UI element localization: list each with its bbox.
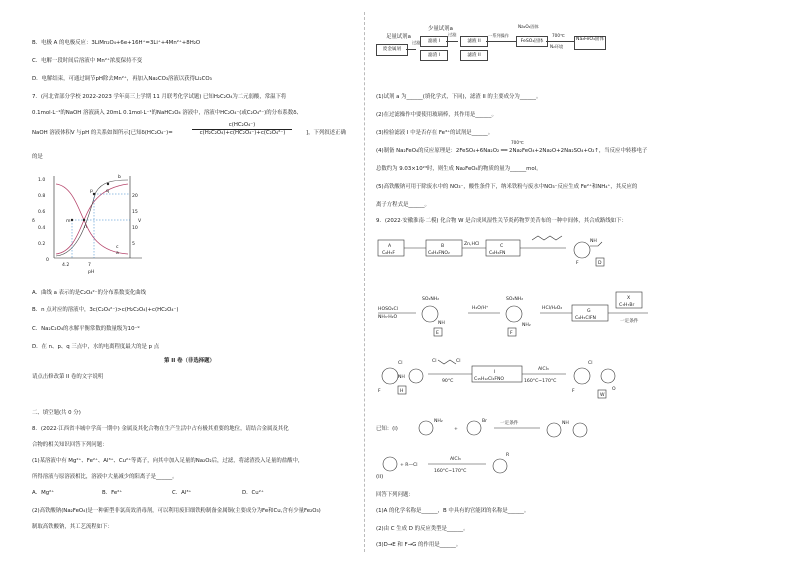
- ring-alkylbenzene: [493, 459, 507, 473]
- ring-h1: [382, 368, 398, 384]
- question-7-option-c: C．Na₂C₂O₄的水解平衡常数的数量级为10⁻⁹: [32, 326, 140, 332]
- point-n: [83, 219, 85, 221]
- q8-sub4: (4)制备 Na₂FeO₄的反应原理是：2FeSO₄+6Na₂O₂ ══ 2Na₂FeO₄+2Na₂O+2Na₂SO₄+O₂↑，当反应中转移电子: [376, 148, 648, 154]
- q8-sub4-700: 700℃: [511, 140, 524, 145]
- flow-arrow-4: [546, 41, 574, 42]
- label-p: p: [90, 189, 93, 194]
- reagent-h2o: H₂O/H⁺: [472, 306, 489, 311]
- acyl-chloride: [438, 360, 456, 364]
- label-d: D: [598, 261, 602, 266]
- q8-sub2: (2)在过滤操作中要使用玻璃棒，其作用是______。: [376, 112, 497, 118]
- flow-n2: N₂环境: [550, 44, 564, 49]
- point-q: [107, 183, 109, 185]
- ytick-0.2: 0.2: [38, 242, 46, 247]
- q9-sub3: (3)D→E 和 F→G 的作用是______。: [376, 542, 462, 548]
- ring-product-2: [573, 423, 587, 437]
- q8-sub4b: 总数约为 9.03×10²³时，则生成 Na₂FeO₄的物质的量为______mol。: [376, 166, 542, 172]
- nh-d: NH: [590, 239, 597, 244]
- flow-box-product: Na₂FeO₄固体: [574, 36, 606, 50]
- anhydride-structure: [532, 236, 562, 240]
- f-d: F: [576, 261, 579, 266]
- so2nh2-e: SO₂NH₂: [422, 297, 440, 302]
- xtick-4.2: 4.2: [62, 263, 70, 268]
- formula-c: C₆H₆FN: [489, 251, 506, 256]
- label-b: b: [118, 175, 121, 180]
- plus-rcl: + R—Cl: [400, 463, 418, 468]
- choice-c: C．Al³⁺: [172, 490, 192, 496]
- xtick-7: 7: [88, 263, 91, 268]
- label-a: a: [116, 251, 119, 256]
- formula-i: C₁₅H₁₂Cl₂FNO: [474, 377, 505, 382]
- label-b: B: [441, 244, 445, 249]
- reagent-nh3: NH₃·H₂O: [378, 315, 398, 320]
- o-w: O: [612, 387, 616, 392]
- question-7-line4: 的是: [32, 154, 43, 160]
- right-tick-20: 20: [132, 194, 138, 199]
- r-group: R: [506, 453, 510, 458]
- section-2-title: 第 II 卷（非选择题）: [164, 358, 215, 364]
- q8-sub5: (5)高铁酸钠可用于除废水中的 NO₃⁻，酸性条件下，纳米铁粉与废水中NO₃⁻反应生成 Fe²⁺和NH₄⁺，其反应的: [376, 184, 638, 190]
- fraction-numerator: c(HC₂O₄⁻): [192, 122, 292, 130]
- label-a: A: [388, 244, 392, 249]
- formula-a: C₆H₅F: [382, 251, 395, 256]
- ring-w1: [574, 368, 590, 384]
- flow-box-scrap: 废金属屑: [376, 44, 408, 56]
- choice-a: A．Mg²⁺: [32, 490, 55, 496]
- plus-1: +: [454, 427, 458, 432]
- formula-g: C₆H₅ClFN: [575, 316, 596, 321]
- f-h: F: [378, 389, 381, 394]
- q8-sub5b: 离子方程式是______。: [376, 202, 430, 208]
- condition-160: 160°C~170°C: [524, 379, 557, 384]
- label-i: I: [494, 370, 496, 375]
- question-9-stem: 9．(2022·安徽淮南·二模) 化合物 W 是合成风湿性关节炎药物罗美昔布的一种中间体，其合成路线如下：: [376, 218, 627, 224]
- label-c: C: [500, 244, 504, 249]
- ring-f: [506, 306, 522, 322]
- q9-sub1: (1)A 的化学名称是______，B 中具有的官能团的名称是______。: [376, 508, 530, 514]
- label-x: X: [627, 296, 631, 301]
- y-axis-label: δ: [32, 219, 35, 224]
- br-bromobenzene: Br: [482, 419, 488, 424]
- label-w: W: [600, 393, 605, 398]
- flow-box-residue-1: 滤渣 I: [420, 50, 448, 61]
- cl-reagent-1: Cl: [432, 359, 437, 364]
- condition-160-known: 160°C~170°C: [434, 469, 467, 474]
- ring-h2: [409, 369, 423, 383]
- flow-box-residue-2: 滤渣 II: [460, 50, 488, 61]
- label-f: F: [510, 331, 513, 336]
- ytick-0: 0: [46, 258, 49, 263]
- ring-w2: [601, 369, 615, 383]
- label-n: n: [84, 225, 87, 230]
- answer-prompt: 回答下列问题：: [376, 492, 414, 498]
- flow-filter-1: 过滤: [412, 40, 421, 45]
- flow-label-reagent-a-small: 少量试剂a: [428, 26, 453, 32]
- distribution-chart: [32, 168, 152, 276]
- so2nh2-f: SO₂NH₂: [506, 297, 524, 302]
- question-7-stem: 7．(河北省部分学校 2022-2023 学年高三上学期 11 月联考化学试题) 已知H₂C₂O₄为二元弱酸，常温下将: [32, 94, 287, 100]
- known-label-ii: (ii): [376, 474, 384, 480]
- question-8-stem: 8．(2022·江西省丰城中学高一期中) 金属及其化合物在生产生活中占有极其重要的地位，请结合金属及其化: [32, 426, 289, 432]
- question-7-line3: NaOH 溶液体积V 与pH 的关系如图所示[已知δ(HC₂O₄⁻)=: [32, 130, 173, 136]
- flow-label-reagent-a: 足量试剂a: [386, 34, 411, 40]
- flow-700c: 700℃: [552, 33, 565, 38]
- question-7-option-a: A．曲线 a 表示的是C₂O₄²⁻的分布系数变化曲线: [32, 290, 147, 296]
- reagent-hoso2cl: HOSO₂Cl: [378, 307, 398, 312]
- question-8-part1: (1)某溶液中有 Mg²⁺、Fe²⁺、Al³⁺、Cu²⁺等离子，向其中加入足量的Na₂O₂后，过滤，将滤渣投入足量的盐酸中，: [32, 458, 304, 464]
- flow-na2o2: Na₂O₂固体: [518, 24, 539, 29]
- label-h: H: [400, 389, 404, 394]
- q8-sub1: (1)试剂 a 为______(填化学式，下同)，滤渣 II 的主要成分为______。: [376, 94, 542, 100]
- alcl3-known: AlCl₃: [450, 457, 461, 462]
- label-q: q: [106, 189, 109, 194]
- column-divider: [364, 12, 365, 552]
- fill-in-heading: 二、填空题(共 0 分): [32, 410, 81, 416]
- question-8-part2: (2)高铁酸钠(Na₂FeO₄)是一种新型非氯高效消毒剂，可以利用废旧细铁粉制备金属铜(主要成分为Fe和Cu,含有少量Fe₂O₃): [32, 508, 321, 514]
- formula-b: C₆H₄FNO₂: [428, 251, 450, 256]
- formula-x: C₇H₇Br: [619, 303, 635, 308]
- synthesis-scheme: [376, 228, 766, 528]
- flow-box-feso4: FeSO₄固体: [516, 36, 548, 47]
- cl-h: Cl: [398, 361, 403, 366]
- nh2-aniline: NH₂: [434, 419, 443, 424]
- label-e: E: [436, 331, 439, 336]
- ytick-0.6: 0.6: [38, 210, 46, 215]
- q8-sub3: (3)检验滤液 I 中是否存在 Fe³⁺的试剂是______。: [376, 130, 494, 136]
- choice-b: B．Fe²⁺: [102, 490, 123, 496]
- nh-e: NH: [438, 321, 445, 326]
- x-axis-label: pH: [88, 270, 95, 275]
- fraction-denominator: c(H₂C₂O₄)+c(HC₂O₄⁻)+c(C₂O₄²⁻): [199, 130, 286, 136]
- question-7-line2: 0.1mol·L⁻¹的NaOH 溶液滴入 20mL 0.1mol·L⁻¹的NaHC₂O₄ 溶液中，溶液中HC₂O₄⁻(或C₂O₄²⁻)的分布系数δ、: [32, 110, 302, 116]
- ring-bromobenzene: [467, 421, 481, 435]
- flow-arrow-2: [446, 41, 458, 42]
- option-c-text: C．电解一段时间后溶液中 Mn²⁺浓度保持不变: [32, 58, 143, 64]
- q9-sub2: (2)由 C 生成 D 的反应类型是______。: [376, 526, 469, 532]
- nh-h: NH: [398, 375, 405, 380]
- process-flow: [376, 24, 616, 84]
- condition-1: 一定条件: [620, 319, 639, 324]
- nh-product-1: NH: [562, 421, 569, 426]
- nh2-f: NH₂: [522, 323, 531, 328]
- flow-arrow-1: [406, 49, 416, 50]
- option-b-text: B．电极 A 的电极反应：3LiMn₂O₄+6e+16H⁺=3Li⁺+4Mn²⁺+8H₂O: [32, 40, 201, 46]
- fraction-tail: ]，下列叙述正确: [306, 130, 346, 136]
- option-d-text: D．电解结束，可通过调节pH除去Mn²⁺，再加入Na₂CO₃溶液以获得Li₂CO₃: [32, 76, 212, 82]
- ring-product-1: [547, 423, 561, 437]
- ring-aniline: [419, 421, 433, 435]
- reagent-alcl3: AlCl₃: [538, 367, 549, 372]
- right-tick-10: 10: [132, 226, 138, 231]
- flow-series-ops: 一系列操作: [488, 33, 509, 38]
- f-w: F: [572, 389, 575, 394]
- right-tick-15: 15: [132, 210, 138, 215]
- question-8-line2: 合物的相关知识回答下列问题：: [32, 442, 108, 448]
- right-tick-5: 5: [132, 242, 135, 247]
- cl-reagent-2: Cl: [456, 359, 461, 364]
- label-m: m: [66, 219, 71, 224]
- label-g: G: [587, 309, 591, 314]
- label-c: c: [116, 245, 119, 250]
- section-2-hint: 请点击修改第 II 卷的文字说明: [32, 374, 104, 380]
- ring-benzene: [383, 457, 397, 471]
- condition-90: 90°C: [442, 379, 454, 384]
- condition-known-1: 一定条件: [500, 421, 519, 426]
- ring-d: [574, 242, 590, 258]
- flow-box-filtrate-1: 滤液 I: [420, 36, 448, 47]
- reagent-hcl: HCl/H₂O₂: [542, 306, 563, 311]
- point-p: [93, 193, 95, 195]
- ytick-1.0: 1.0: [38, 178, 46, 183]
- right-axis-label: V: [138, 219, 142, 224]
- ytick-0.8: 0.8: [38, 194, 46, 199]
- question-7-option-b: B．n 点对应的溶液中，3c(C₂O₄²⁻)>c(H₂C₂O₄)+c(HC₂O₄⁻): [32, 307, 179, 313]
- flow-filter-2: 过滤: [448, 32, 457, 37]
- ytick-0.4: 0.4: [38, 226, 46, 231]
- cl-w: Cl: [588, 361, 593, 366]
- point-m: [71, 219, 73, 221]
- question-8-part1b: 所得溶液与原溶液相比，溶液中大量减少的阳离子是______。: [32, 474, 178, 480]
- known-label-i: 已知：(i): [376, 426, 398, 432]
- reagent-zn: Zn,HCl: [464, 242, 480, 247]
- question-8-part2b: 制取高铁酸钠，其工艺流程如下：: [32, 524, 113, 530]
- choice-d: D．Cu²⁺: [242, 490, 264, 496]
- flow-box-filtrate-2: 滤液 II: [460, 36, 488, 47]
- question-7-option-d: D．在 n、p、q 三点中，水的电离程度最大的是 p 点: [32, 344, 160, 350]
- ring-e: [422, 306, 438, 322]
- flow-arrow-3: [486, 41, 516, 42]
